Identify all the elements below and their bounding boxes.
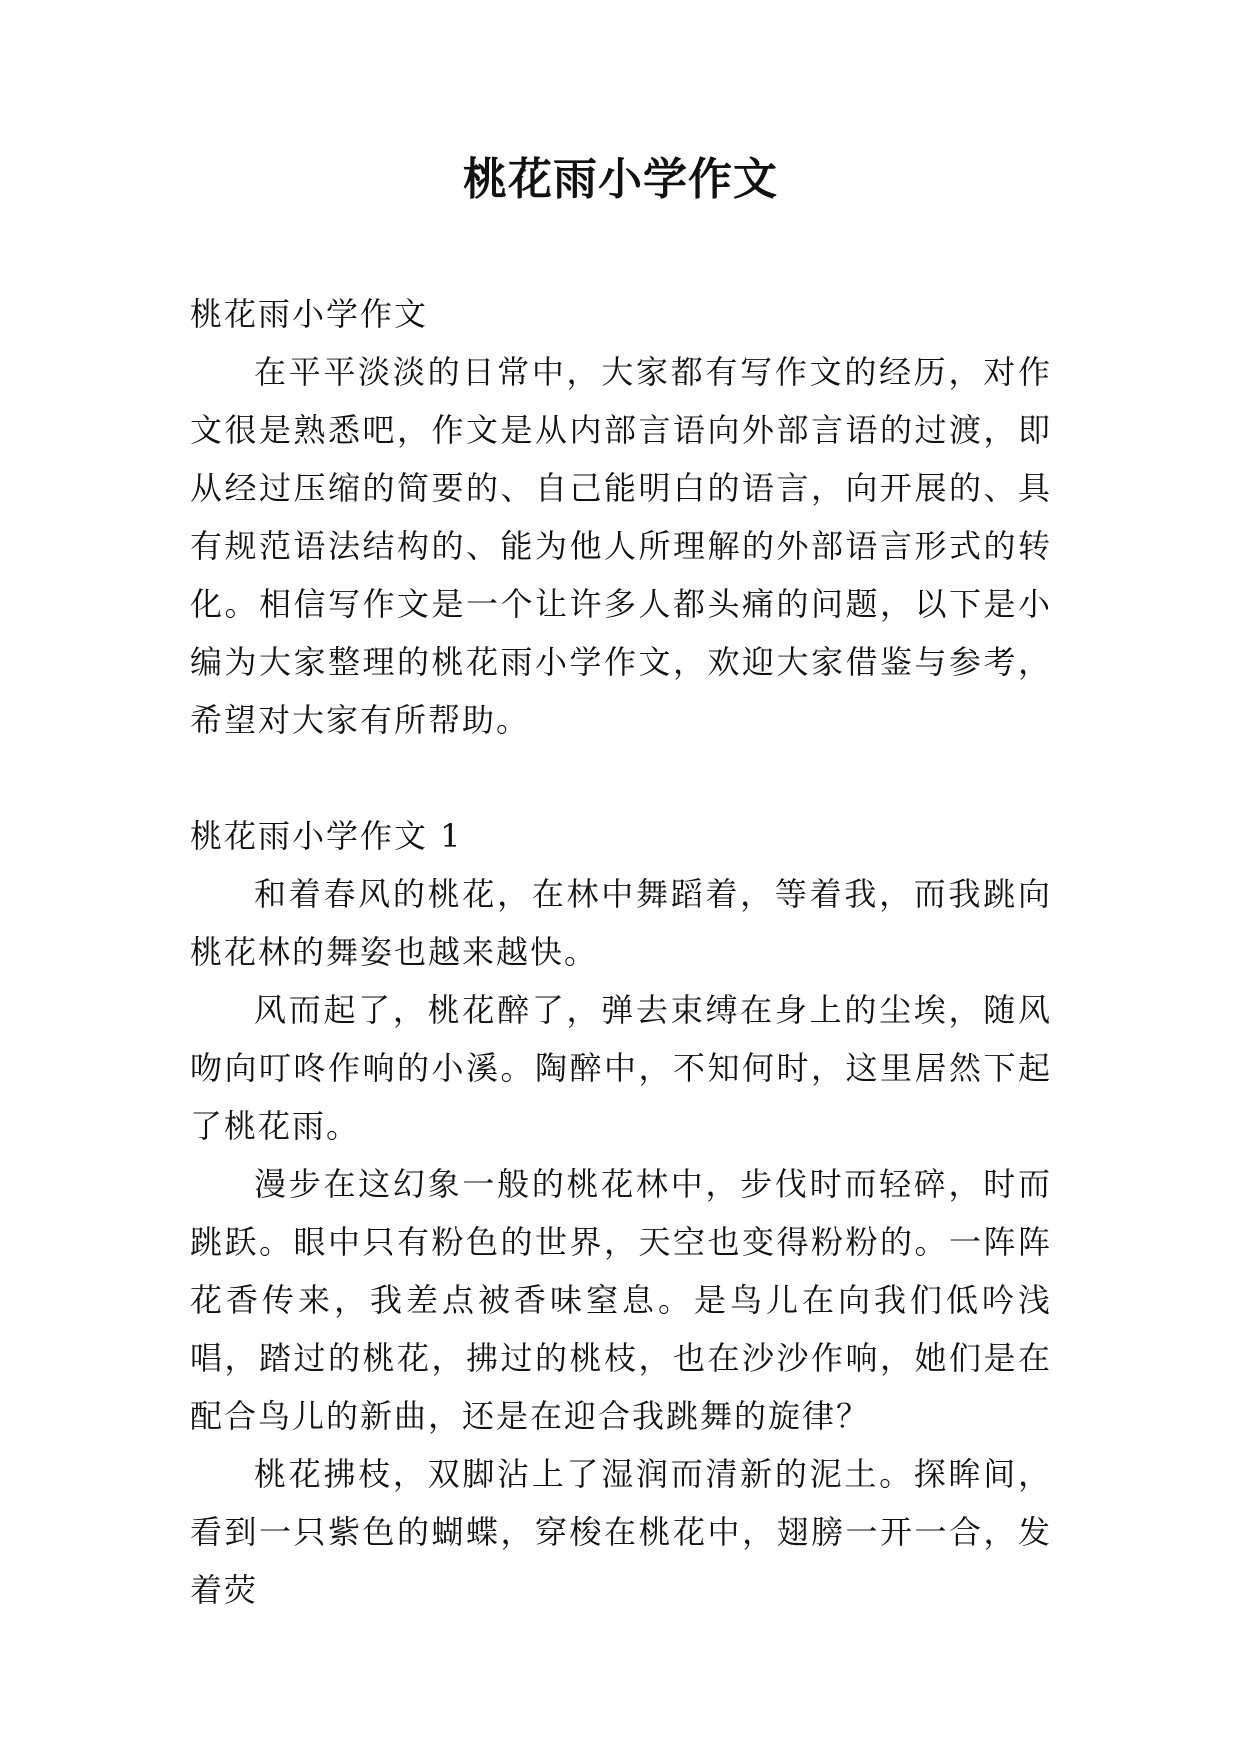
intro-paragraph: 在平平淡淡的日常中，大家都有写作文的经历，对作文很是熟悉吧，作文是从内部言语向外部言语的过渡，即从经过压缩的简要的、自己能明白的语言，向开展的、具有规范语法结构的、能为他人所理解的外部语言形式的转化。相信写作文是一个让许多人都头痛的问题，以下是小编为大家整理的桃花雨小学作文，欢迎大家借鉴与参考，希望对大家有所帮助。 (190, 353, 1052, 739)
document-body (190, 285, 1052, 1619)
essay-1-paragraph: 桃花拂枝，双脚沾上了湿润而清新的泥土。探眸间，看到一只紫色的蝴蝶，穿梭在桃花中，翅膀一开一合，发着荧 (190, 1455, 1052, 1609)
essay-1-heading: 桃花雨小学作文 1 (190, 817, 463, 855)
document-title: 桃花雨小学作文 (463, 154, 778, 205)
essay-1-paragraph: 和着春风的桃花，在林中舞蹈着，等着我，而我跳向桃花林的舞姿也越来越快。 (190, 875, 1052, 971)
section-spacer (190, 749, 1052, 807)
essay-1-paragraph: 风而起了，桃花醉了，弹去束缚在身上的尘埃，随风吻向叮咚作响的小溪。陶醉中，不知何时，这里居然下起了桃花雨。 (190, 991, 1052, 1145)
intro-heading: 桃花雨小学作文 (190, 295, 429, 333)
essay-1-paragraph: 漫步在这幻象一般的桃花林中，步伐时而轻碎，时而跳跃。眼中只有粉色的世界，天空也变得粉粉的。一阵阵花香传来，我差点被香味窒息。是鸟儿在向我们低吟浅唱，踏过的桃花，拂过的桃枝，也在沙沙作响，她们是在配合鸟儿的新曲，还是在迎合我跳舞的旋律？ (190, 1165, 1052, 1435)
